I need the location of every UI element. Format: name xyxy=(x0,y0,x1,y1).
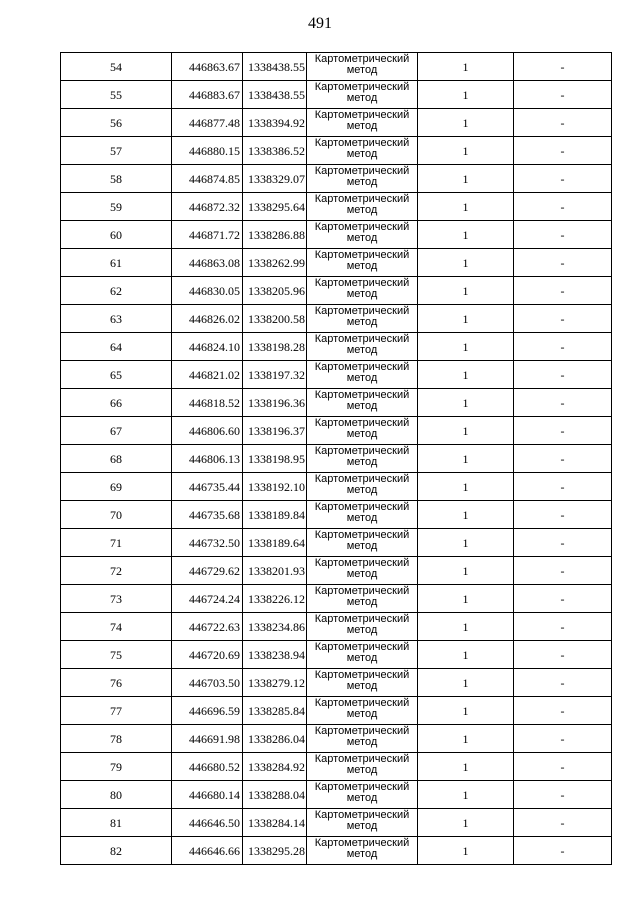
method-line-1: Картометрический xyxy=(314,305,410,317)
method-line-2: метод xyxy=(346,596,378,608)
accuracy-cell: 1 xyxy=(418,277,514,305)
method-cell xyxy=(307,445,418,473)
y-coordinate-cell: 1338201.93 xyxy=(243,557,307,585)
method-cell xyxy=(307,501,418,529)
point-number-cell: 69 xyxy=(61,473,172,501)
method-line-1: Картометрический xyxy=(314,137,410,149)
table-row xyxy=(61,81,612,109)
method-line-2: метод xyxy=(346,512,378,524)
point-number-cell: 68 xyxy=(61,445,172,473)
accuracy-cell: 1 xyxy=(418,725,514,753)
table-row xyxy=(61,53,612,81)
y-coordinate-cell: 1338198.28 xyxy=(243,333,307,361)
method-cell xyxy=(307,753,418,781)
table-row xyxy=(61,249,612,277)
table-row xyxy=(61,165,612,193)
accuracy-cell: 1 xyxy=(418,557,514,585)
note-cell: - xyxy=(514,81,612,109)
point-number-cell: 62 xyxy=(61,277,172,305)
x-coordinate-cell: 446830.05 xyxy=(172,277,243,305)
y-coordinate-cell: 1338196.37 xyxy=(243,417,307,445)
x-coordinate-cell: 446872.32 xyxy=(172,193,243,221)
table-row xyxy=(61,697,612,725)
note-cell: - xyxy=(514,781,612,809)
note-cell: - xyxy=(514,445,612,473)
method-cell xyxy=(307,809,418,837)
method-cell xyxy=(307,137,418,165)
method-line-2: метод xyxy=(346,708,378,720)
note-cell: - xyxy=(514,109,612,137)
note-cell: - xyxy=(514,165,612,193)
x-coordinate-cell: 446824.10 xyxy=(172,333,243,361)
method-line-2: метод xyxy=(346,652,378,664)
x-coordinate-cell: 446863.08 xyxy=(172,249,243,277)
method-line-1: Картометрический xyxy=(314,725,410,737)
note-cell: - xyxy=(514,753,612,781)
method-line-2: метод xyxy=(346,456,378,468)
accuracy-cell: 1 xyxy=(418,333,514,361)
x-coordinate-cell: 446735.44 xyxy=(172,473,243,501)
method-line-1: Картометрический xyxy=(314,809,410,821)
method-line-2: метод xyxy=(346,736,378,748)
accuracy-cell: 1 xyxy=(418,501,514,529)
note-cell: - xyxy=(514,53,612,81)
method-cell xyxy=(307,81,418,109)
accuracy-cell: 1 xyxy=(418,753,514,781)
accuracy-cell: 1 xyxy=(418,669,514,697)
table-row xyxy=(61,501,612,529)
coordinates-table xyxy=(60,52,612,865)
method-cell xyxy=(307,221,418,249)
method-cell xyxy=(307,109,418,137)
method-cell xyxy=(307,837,418,865)
table-row xyxy=(61,109,612,137)
y-coordinate-cell: 1338286.88 xyxy=(243,221,307,249)
accuracy-cell: 1 xyxy=(418,529,514,557)
method-cell xyxy=(307,333,418,361)
accuracy-cell: 1 xyxy=(418,781,514,809)
point-number-cell: 55 xyxy=(61,81,172,109)
method-cell xyxy=(307,641,418,669)
method-cell xyxy=(307,165,418,193)
point-number-cell: 66 xyxy=(61,389,172,417)
x-coordinate-cell: 446871.72 xyxy=(172,221,243,249)
method-line-2: метод xyxy=(346,680,378,692)
accuracy-cell: 1 xyxy=(418,697,514,725)
x-coordinate-cell: 446722.63 xyxy=(172,613,243,641)
accuracy-cell: 1 xyxy=(418,389,514,417)
method-line-1: Картометрический xyxy=(314,165,410,177)
method-line-2: метод xyxy=(346,316,378,328)
accuracy-cell: 1 xyxy=(418,249,514,277)
method-line-1: Картометрический xyxy=(314,277,410,289)
table-row xyxy=(61,585,612,613)
accuracy-cell: 1 xyxy=(418,473,514,501)
note-cell: - xyxy=(514,613,612,641)
table-row xyxy=(61,221,612,249)
method-cell xyxy=(307,53,418,81)
table-row xyxy=(61,753,612,781)
method-line-2: метод xyxy=(346,428,378,440)
accuracy-cell: 1 xyxy=(418,165,514,193)
method-cell xyxy=(307,697,418,725)
method-line-1: Картометрический xyxy=(314,585,410,597)
y-coordinate-cell: 1338288.04 xyxy=(243,781,307,809)
note-cell: - xyxy=(514,501,612,529)
point-number-cell: 64 xyxy=(61,333,172,361)
note-cell: - xyxy=(514,221,612,249)
method-line-2: метод xyxy=(346,568,378,580)
point-number-cell: 74 xyxy=(61,613,172,641)
method-line-1: Картометрический xyxy=(314,697,410,709)
point-number-cell: 65 xyxy=(61,361,172,389)
table-row xyxy=(61,725,612,753)
point-number-cell: 72 xyxy=(61,557,172,585)
method-line-2: метод xyxy=(346,288,378,300)
method-cell xyxy=(307,277,418,305)
y-coordinate-cell: 1338394.92 xyxy=(243,109,307,137)
accuracy-cell: 1 xyxy=(418,81,514,109)
accuracy-cell: 1 xyxy=(418,305,514,333)
accuracy-cell: 1 xyxy=(418,361,514,389)
note-cell: - xyxy=(514,641,612,669)
point-number-cell: 73 xyxy=(61,585,172,613)
table-row xyxy=(61,193,612,221)
method-line-1: Картометрический xyxy=(314,473,410,485)
method-line-1: Картометрический xyxy=(314,417,410,429)
note-cell: - xyxy=(514,137,612,165)
y-coordinate-cell: 1338226.12 xyxy=(243,585,307,613)
method-line-1: Картометрический xyxy=(314,249,410,261)
table-row xyxy=(61,277,612,305)
point-number-cell: 78 xyxy=(61,725,172,753)
point-number-cell: 81 xyxy=(61,809,172,837)
point-number-cell: 71 xyxy=(61,529,172,557)
x-coordinate-cell: 446732.50 xyxy=(172,529,243,557)
y-coordinate-cell: 1338192.10 xyxy=(243,473,307,501)
y-coordinate-cell: 1338438.55 xyxy=(243,81,307,109)
method-line-1: Картометрический xyxy=(314,641,410,653)
y-coordinate-cell: 1338234.86 xyxy=(243,613,307,641)
method-cell xyxy=(307,725,418,753)
y-coordinate-cell: 1338262.99 xyxy=(243,249,307,277)
point-number-cell: 75 xyxy=(61,641,172,669)
x-coordinate-cell: 446806.13 xyxy=(172,445,243,473)
method-line-1: Картометрический xyxy=(314,53,410,65)
x-coordinate-cell: 446720.69 xyxy=(172,641,243,669)
method-line-1: Картометрический xyxy=(314,529,410,541)
y-coordinate-cell: 1338438.55 xyxy=(243,53,307,81)
method-cell xyxy=(307,557,418,585)
table-row xyxy=(61,389,612,417)
table-row xyxy=(61,417,612,445)
note-cell: - xyxy=(514,725,612,753)
point-number-cell: 57 xyxy=(61,137,172,165)
x-coordinate-cell: 446703.50 xyxy=(172,669,243,697)
point-number-cell: 59 xyxy=(61,193,172,221)
method-line-2: метод xyxy=(346,120,378,132)
y-coordinate-cell: 1338329.07 xyxy=(243,165,307,193)
accuracy-cell: 1 xyxy=(418,837,514,865)
method-line-2: метод xyxy=(346,204,378,216)
point-number-cell: 67 xyxy=(61,417,172,445)
point-number-cell: 70 xyxy=(61,501,172,529)
note-cell: - xyxy=(514,389,612,417)
table-row xyxy=(61,837,612,865)
method-line-2: метод xyxy=(346,820,378,832)
method-line-2: метод xyxy=(346,232,378,244)
accuracy-cell: 1 xyxy=(418,417,514,445)
note-cell: - xyxy=(514,473,612,501)
table-row xyxy=(61,333,612,361)
method-line-1: Картометрический xyxy=(314,753,410,765)
x-coordinate-cell: 446880.15 xyxy=(172,137,243,165)
method-line-1: Картометрический xyxy=(314,109,410,121)
point-number-cell: 54 xyxy=(61,53,172,81)
point-number-cell: 79 xyxy=(61,753,172,781)
page-number: 491 xyxy=(308,15,332,32)
table-row xyxy=(61,809,612,837)
x-coordinate-cell: 446696.59 xyxy=(172,697,243,725)
method-cell xyxy=(307,585,418,613)
table-row xyxy=(61,641,612,669)
note-cell: - xyxy=(514,809,612,837)
method-line-2: метод xyxy=(346,848,378,860)
note-cell: - xyxy=(514,417,612,445)
method-cell xyxy=(307,361,418,389)
method-line-2: метод xyxy=(346,792,378,804)
method-line-1: Картометрический xyxy=(314,221,410,233)
y-coordinate-cell: 1338189.64 xyxy=(243,529,307,557)
accuracy-cell: 1 xyxy=(418,445,514,473)
table-row xyxy=(61,305,612,333)
x-coordinate-cell: 446724.24 xyxy=(172,585,243,613)
note-cell: - xyxy=(514,585,612,613)
method-line-2: метод xyxy=(346,540,378,552)
method-line-2: метод xyxy=(346,344,378,356)
point-number-cell: 61 xyxy=(61,249,172,277)
method-line-1: Картометрический xyxy=(314,557,410,569)
method-line-1: Картометрический xyxy=(314,613,410,625)
table-body xyxy=(61,53,612,865)
note-cell: - xyxy=(514,333,612,361)
accuracy-cell: 1 xyxy=(418,613,514,641)
y-coordinate-cell: 1338189.84 xyxy=(243,501,307,529)
method-line-1: Картометрический xyxy=(314,501,410,513)
point-number-cell: 56 xyxy=(61,109,172,137)
method-line-1: Картометрический xyxy=(314,445,410,457)
method-line-2: метод xyxy=(346,400,378,412)
method-line-2: метод xyxy=(346,372,378,384)
method-line-1: Картометрический xyxy=(314,193,410,205)
y-coordinate-cell: 1338205.96 xyxy=(243,277,307,305)
method-line-1: Картометрический xyxy=(314,361,410,373)
method-line-2: метод xyxy=(346,260,378,272)
method-line-2: метод xyxy=(346,764,378,776)
method-cell xyxy=(307,417,418,445)
method-cell xyxy=(307,781,418,809)
method-line-2: метод xyxy=(346,92,378,104)
x-coordinate-cell: 446821.02 xyxy=(172,361,243,389)
method-line-1: Картометрический xyxy=(314,333,410,345)
x-coordinate-cell: 446818.52 xyxy=(172,389,243,417)
y-coordinate-cell: 1338198.95 xyxy=(243,445,307,473)
point-number-cell: 58 xyxy=(61,165,172,193)
note-cell: - xyxy=(514,193,612,221)
x-coordinate-cell: 446874.85 xyxy=(172,165,243,193)
x-coordinate-cell: 446806.60 xyxy=(172,417,243,445)
y-coordinate-cell: 1338200.58 xyxy=(243,305,307,333)
method-line-2: метод xyxy=(346,624,378,636)
method-cell xyxy=(307,249,418,277)
y-coordinate-cell: 1338279.12 xyxy=(243,669,307,697)
method-line-1: Картометрический xyxy=(314,837,410,849)
method-cell xyxy=(307,389,418,417)
method-line-1: Картометрический xyxy=(314,669,410,681)
point-number-cell: 80 xyxy=(61,781,172,809)
table-row xyxy=(61,669,612,697)
method-cell xyxy=(307,669,418,697)
y-coordinate-cell: 1338284.92 xyxy=(243,753,307,781)
point-number-cell: 76 xyxy=(61,669,172,697)
accuracy-cell: 1 xyxy=(418,193,514,221)
note-cell: - xyxy=(514,305,612,333)
method-cell xyxy=(307,193,418,221)
method-line-2: метод xyxy=(346,148,378,160)
y-coordinate-cell: 1338286.04 xyxy=(243,725,307,753)
accuracy-cell: 1 xyxy=(418,585,514,613)
x-coordinate-cell: 446691.98 xyxy=(172,725,243,753)
y-coordinate-cell: 1338197.32 xyxy=(243,361,307,389)
method-cell xyxy=(307,529,418,557)
table-row xyxy=(61,137,612,165)
point-number-cell: 82 xyxy=(61,837,172,865)
point-number-cell: 60 xyxy=(61,221,172,249)
note-cell: - xyxy=(514,361,612,389)
note-cell: - xyxy=(514,697,612,725)
accuracy-cell: 1 xyxy=(418,641,514,669)
method-line-2: метод xyxy=(346,484,378,496)
table-row xyxy=(61,529,612,557)
y-coordinate-cell: 1338284.14 xyxy=(243,809,307,837)
note-cell: - xyxy=(514,277,612,305)
method-line-2: метод xyxy=(346,64,378,76)
table-row xyxy=(61,557,612,585)
y-coordinate-cell: 1338295.64 xyxy=(243,193,307,221)
x-coordinate-cell: 446863.67 xyxy=(172,53,243,81)
method-line-2: метод xyxy=(346,176,378,188)
accuracy-cell: 1 xyxy=(418,109,514,137)
table-row xyxy=(61,445,612,473)
note-cell: - xyxy=(514,669,612,697)
x-coordinate-cell: 446877.48 xyxy=(172,109,243,137)
x-coordinate-cell: 446826.02 xyxy=(172,305,243,333)
y-coordinate-cell: 1338295.28 xyxy=(243,837,307,865)
x-coordinate-cell: 446883.67 xyxy=(172,81,243,109)
x-coordinate-cell: 446680.14 xyxy=(172,781,243,809)
note-cell: - xyxy=(514,249,612,277)
x-coordinate-cell: 446735.68 xyxy=(172,501,243,529)
method-line-1: Картометрический xyxy=(314,81,410,93)
x-coordinate-cell: 446680.52 xyxy=(172,753,243,781)
y-coordinate-cell: 1338238.94 xyxy=(243,641,307,669)
x-coordinate-cell: 446646.66 xyxy=(172,837,243,865)
method-cell xyxy=(307,473,418,501)
accuracy-cell: 1 xyxy=(418,221,514,249)
table-row xyxy=(61,781,612,809)
x-coordinate-cell: 446729.62 xyxy=(172,557,243,585)
y-coordinate-cell: 1338285.84 xyxy=(243,697,307,725)
accuracy-cell: 1 xyxy=(418,137,514,165)
method-cell xyxy=(307,613,418,641)
accuracy-cell: 1 xyxy=(418,53,514,81)
note-cell: - xyxy=(514,557,612,585)
y-coordinate-cell: 1338386.52 xyxy=(243,137,307,165)
y-coordinate-cell: 1338196.36 xyxy=(243,389,307,417)
method-cell xyxy=(307,305,418,333)
method-line-1: Картометрический xyxy=(314,781,410,793)
method-line-1: Картометрический xyxy=(314,389,410,401)
table-row xyxy=(61,473,612,501)
note-cell: - xyxy=(514,529,612,557)
x-coordinate-cell: 446646.50 xyxy=(172,809,243,837)
point-number-cell: 63 xyxy=(61,305,172,333)
accuracy-cell: 1 xyxy=(418,809,514,837)
table-row xyxy=(61,361,612,389)
table-row xyxy=(61,613,612,641)
note-cell: - xyxy=(514,837,612,865)
point-number-cell: 77 xyxy=(61,697,172,725)
